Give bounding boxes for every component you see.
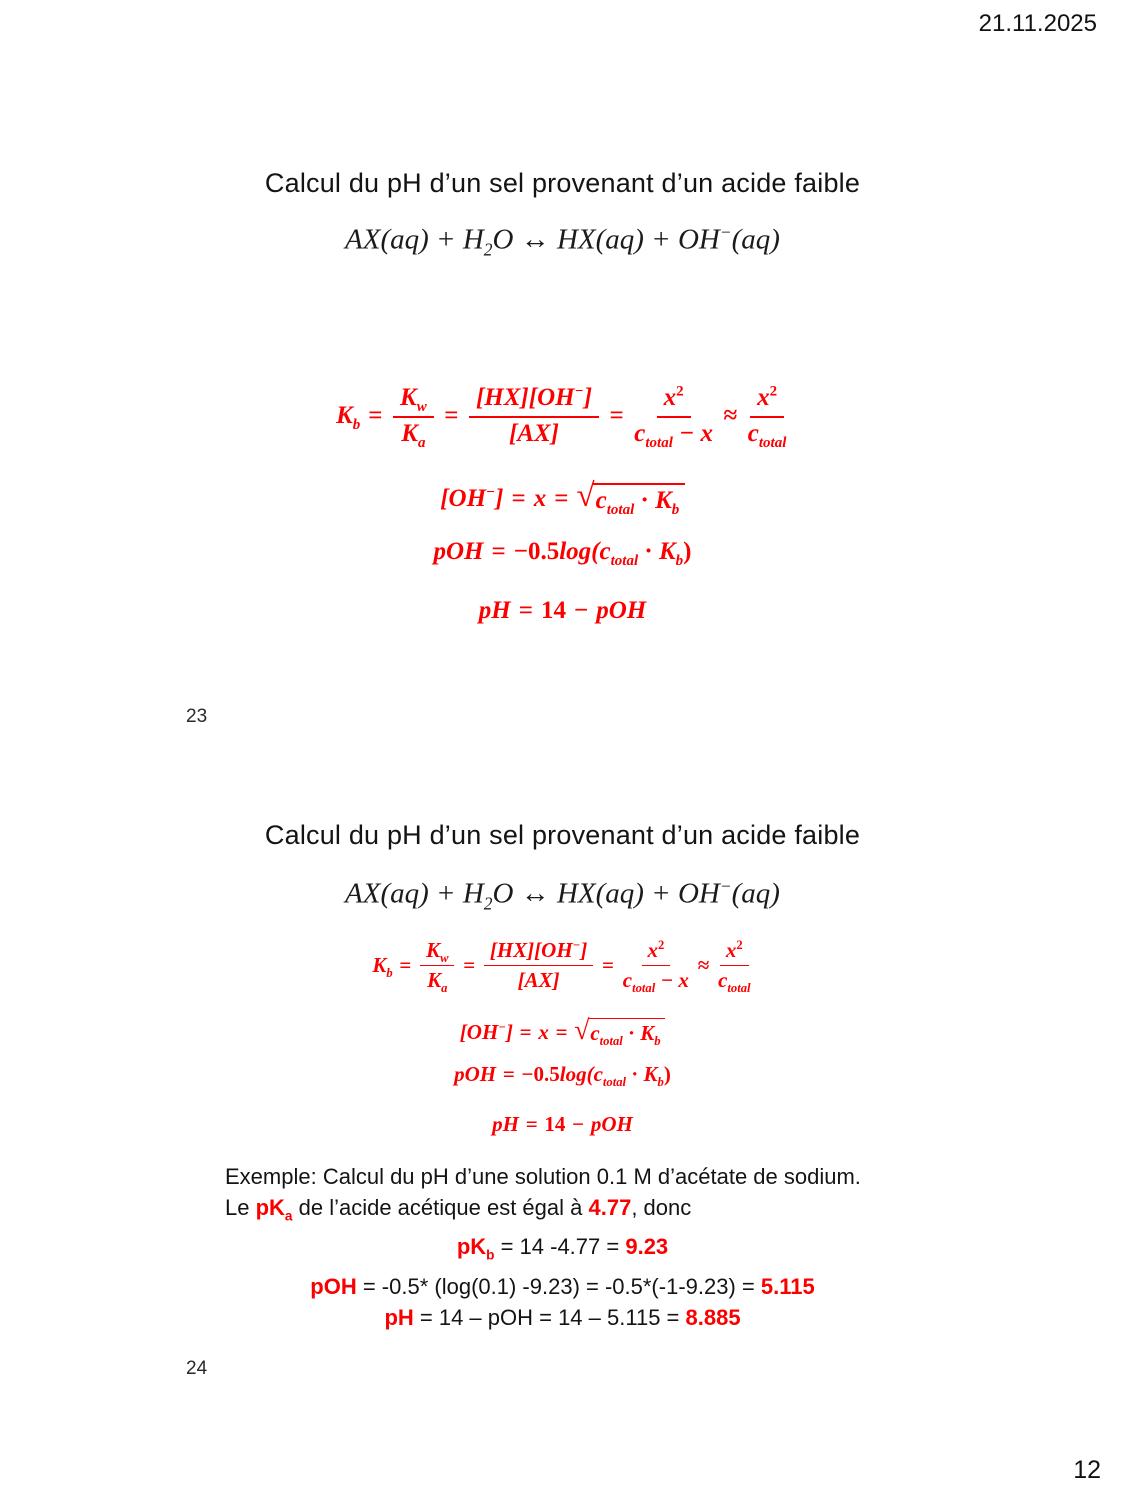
equals-sign: =: [491, 537, 506, 565]
fraction-x2-over-ctotal-minus-x: $\frac{x^2}{c_{total} - x}$: [634, 384, 714, 452]
pka-value: 4.77: [588, 1194, 632, 1220]
ph-value: 8.885: [685, 1304, 741, 1330]
equals-sign: =: [609, 402, 624, 430]
equals-sign: =: [525, 1111, 538, 1136]
slide-number-23: 23: [186, 706, 208, 727]
slide-24: [0, 818, 1125, 1333]
poh-equation: [0, 1061, 1125, 1089]
poh-term: pOH: [310, 1273, 357, 1299]
poh-value: 5.115: [760, 1273, 815, 1299]
poh-lhs: pOH: [454, 1061, 497, 1086]
oh-lhs: [OH−]: [459, 1019, 513, 1044]
slide-23: [0, 166, 1125, 625]
equals-sign: =: [444, 402, 459, 430]
reaction-part: O ↔ HX(aq) + OH: [492, 223, 720, 256]
kb-equation: [0, 384, 1125, 452]
number-14: 14: [540, 596, 566, 624]
reaction-superscript: −: [719, 222, 732, 242]
minus-sign: −: [572, 1111, 585, 1136]
poh-term: pOH: [596, 596, 647, 624]
example-line-3: $pK_b = 14$ -4.77 = 9.23: [456, 1234, 669, 1263]
reaction-part: (aq): [731, 877, 780, 910]
reaction-part: AX(aq) + H: [345, 877, 484, 910]
radical-sign: √: [574, 1013, 590, 1045]
poh-rhs: $-0.5\log(c_{total} \cdot K_b)$: [513, 537, 692, 569]
equals-sign: =: [502, 1061, 515, 1086]
reaction-subscript: 2: [483, 893, 493, 914]
page-number: 12: [1073, 1456, 1101, 1484]
equals-sign: =: [511, 485, 526, 513]
hydroxide-equation: [0, 1013, 1125, 1048]
example-line-1: Exemple: Calcul du pH d’une solution 0.1 M d’acétate de sodium.: [225, 1163, 861, 1189]
square-root: √ $c_{total} \cdot K_b$: [574, 1018, 665, 1046]
example-block: [0, 1161, 1125, 1333]
equals-sign: =: [399, 953, 412, 978]
date-label: 21.11.2025: [978, 10, 1097, 37]
poh-lhs: pOH: [433, 537, 484, 565]
radical-sign: √: [576, 478, 595, 515]
equals-sign: =: [368, 402, 383, 430]
oh-lhs: [OH−]: [440, 484, 504, 513]
ph-term: pH: [384, 1304, 414, 1330]
reaction-part: O ↔ HX(aq) + OH: [492, 877, 720, 910]
reaction-equation: [0, 876, 1125, 914]
slide-number-24: 24: [186, 1358, 208, 1379]
reaction-equation: [0, 222, 1125, 260]
kb-equation: [0, 938, 1125, 995]
poh-equation: [0, 538, 1125, 567]
ph-equation: [0, 1112, 1125, 1136]
slide-title: Calcul du pH d’un sel provenant d’un acide faible: [264, 820, 861, 850]
fraction-hxoh-over-ax: $\frac{[HX][OH^-]}{[AX]}$: [469, 384, 599, 449]
pka-term: $pK_a$: [255, 1194, 293, 1224]
equals-sign: =: [554, 485, 569, 513]
hydroxide-equation: [0, 478, 1125, 518]
reaction-part: (aq): [731, 223, 780, 256]
fraction-x2-over-ctotal: $\frac{x^2}{c_{total}}$: [747, 384, 787, 452]
variable-x: x: [533, 485, 547, 513]
equals-sign: =: [518, 596, 533, 624]
reaction-subscript: 2: [483, 239, 493, 260]
slide-title: Calcul du pH d’un sel provenant d’un acide faible: [264, 168, 861, 198]
example-line-2: Le $pK_a$ de l’acide acétique est égal à 4.77, donc: [225, 1194, 692, 1224]
ph-equation: [0, 597, 1125, 626]
kb-lhs: $K_b$: [372, 953, 393, 981]
number-14: 14: [544, 1111, 566, 1136]
poh-rhs: $-0.5\log(c_{total} \cdot K_b)$: [521, 1061, 671, 1089]
equals-sign: =: [602, 953, 614, 978]
fraction-x2-over-ctotal-minus-x: $\frac{x^2}{c_{total} - x}$: [622, 938, 689, 995]
equals-sign: =: [555, 1019, 568, 1044]
pkb-term: $pK_b$: [456, 1234, 495, 1263]
poh-term: pOH: [590, 1111, 633, 1136]
reaction-superscript: −: [719, 876, 732, 896]
square-root: √ $c_{total} \cdot K_b$: [576, 483, 684, 516]
fraction-x2-over-ctotal: $\frac{x^2}{c_{total}}$: [718, 938, 751, 995]
example-line-5: pH = 14 – pOH = 14 – 5.115 = 8.885: [384, 1304, 741, 1330]
equals-sign: =: [463, 953, 476, 978]
fraction-kw-over-ka: $\frac{K_w}{K_a}$: [393, 384, 434, 449]
approx-sign: ≈: [723, 402, 738, 430]
variable-x: x: [538, 1019, 549, 1044]
equals-sign: =: [519, 1019, 532, 1044]
pkb-value: 9.23: [625, 1234, 669, 1260]
ph-lhs: pH: [478, 596, 511, 624]
fraction-kw-over-ka: $\frac{K_w}{K_a}$: [420, 938, 454, 991]
ph-lhs: pH: [492, 1111, 520, 1136]
example-line-4: pOH = -0.5* (log(0.1) -9.23) = -0.5*(-1-9.23) = 5.115: [310, 1273, 815, 1299]
minus-sign: −: [573, 596, 589, 624]
reaction-part: AX(aq) + H: [345, 223, 484, 256]
fraction-hxoh-over-ax: $\frac{[HX][OH^-]}{[AX]}$: [484, 938, 593, 991]
kb-lhs: $K_b$: [336, 402, 361, 434]
approx-sign: ≈: [697, 953, 710, 978]
